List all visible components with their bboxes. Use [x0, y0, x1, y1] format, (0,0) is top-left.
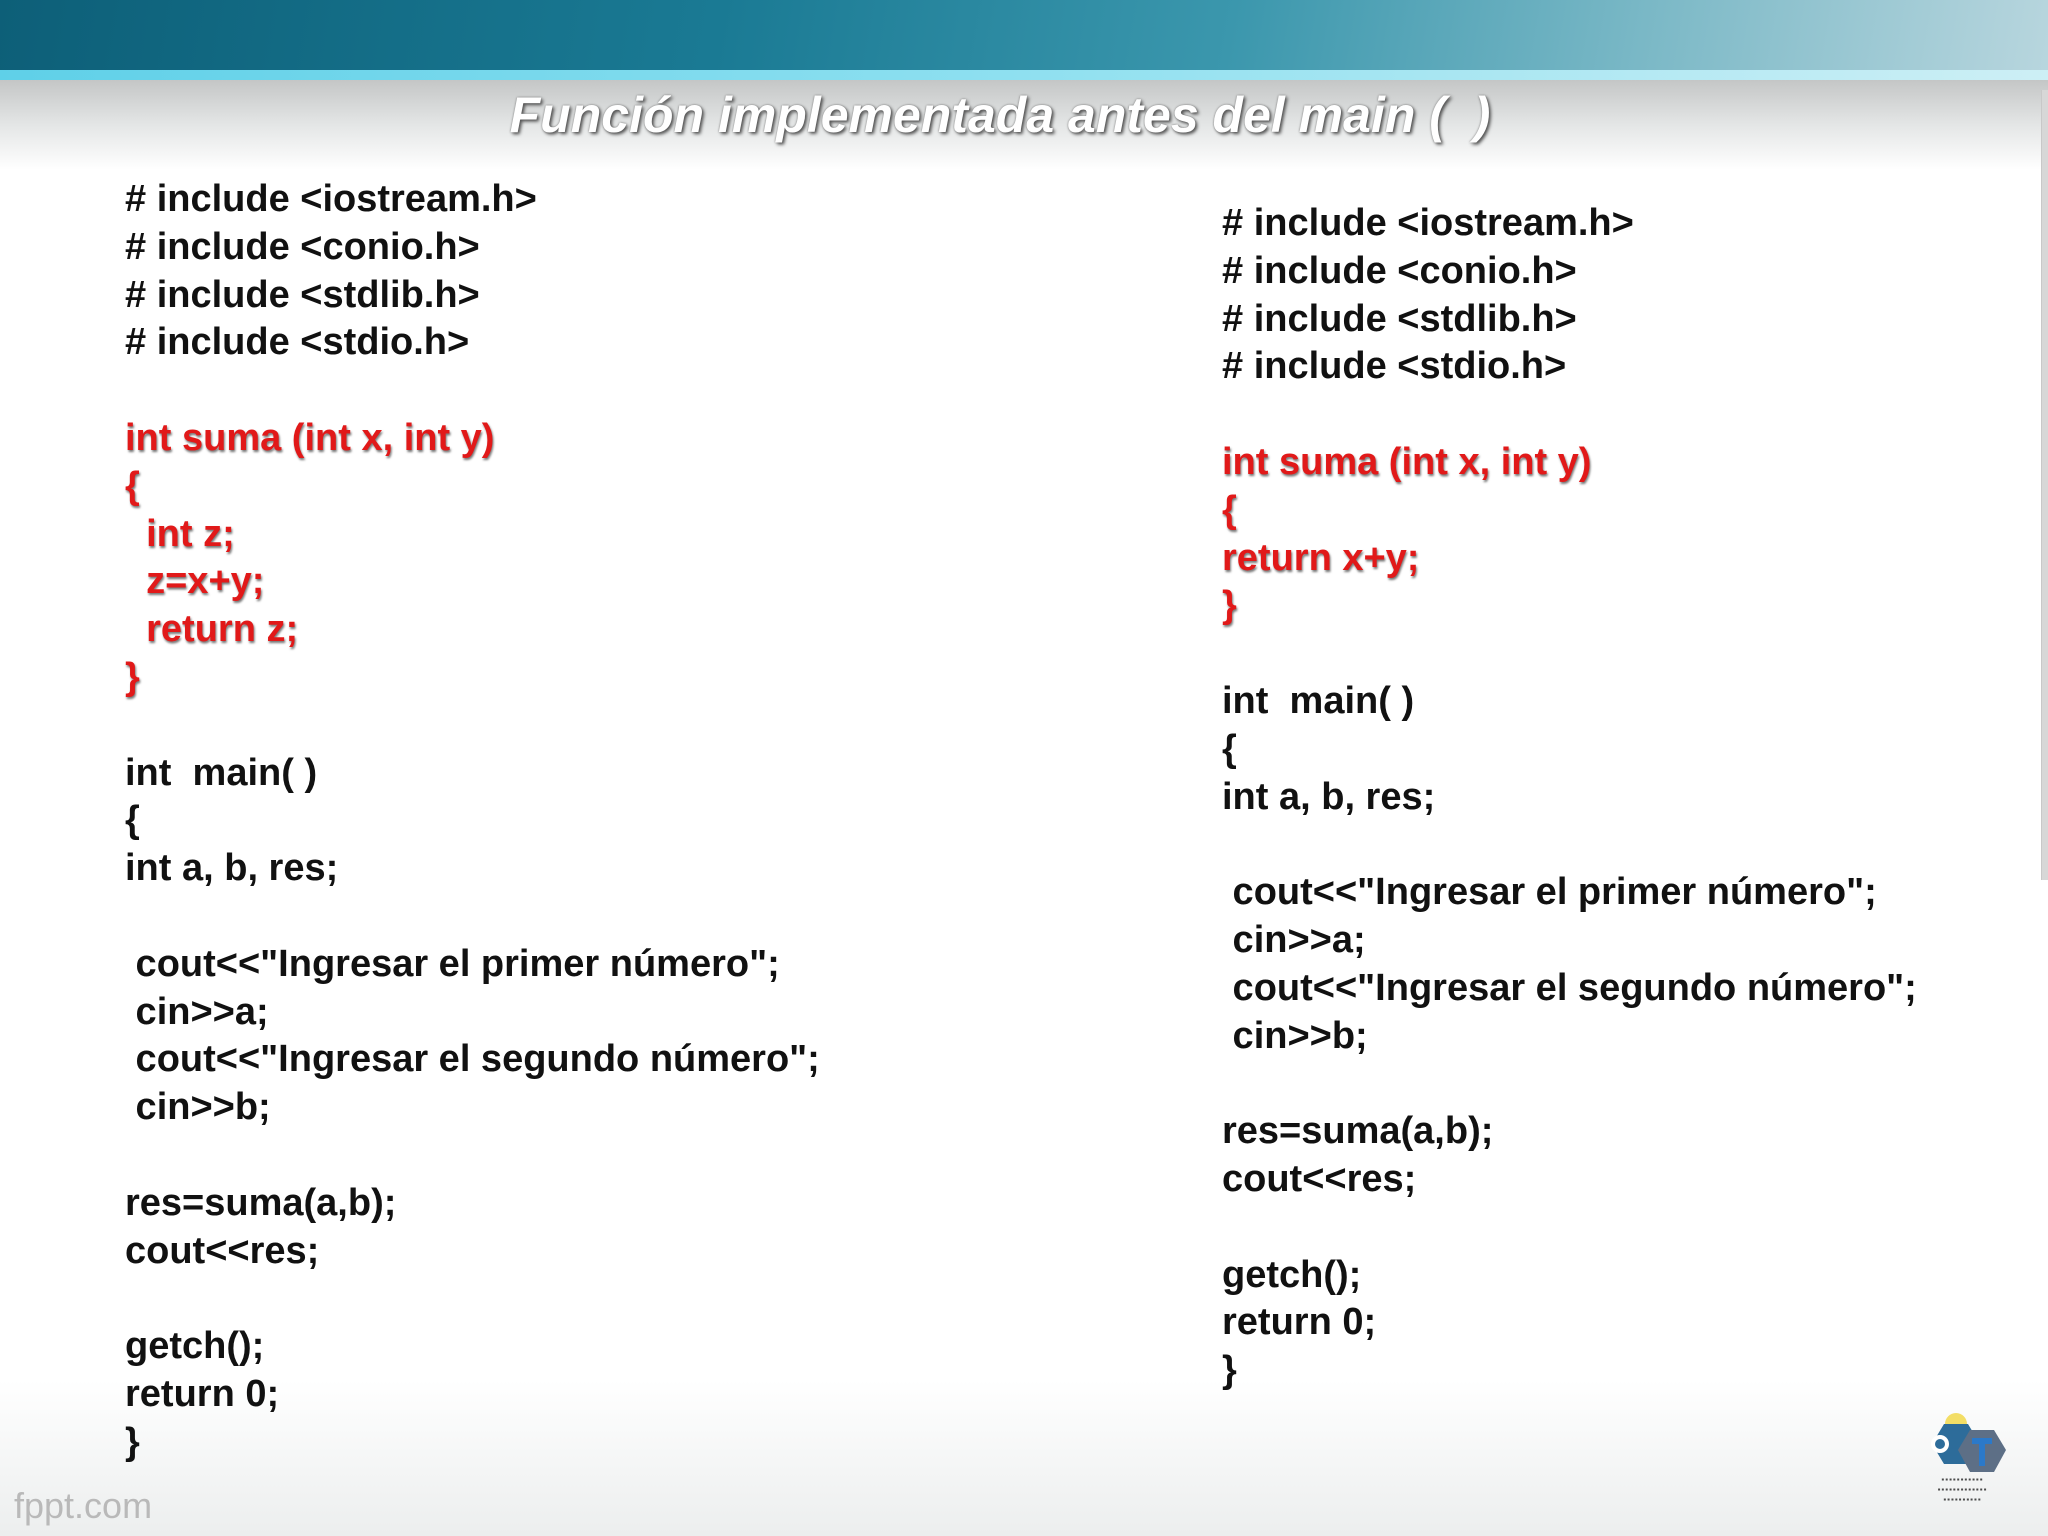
code-line — [1222, 630, 1917, 678]
code-line: # include <stdlib.h> — [125, 273, 480, 316]
code-line: { — [1222, 488, 1237, 531]
code-line: # include <stdio.h> — [125, 321, 470, 364]
code-line: # include <conio.h> — [1222, 249, 1577, 292]
code-line — [1222, 1204, 1917, 1252]
code-line: int main( ) — [1222, 679, 1415, 722]
code-line: cin>>a; — [125, 990, 269, 1033]
code-line: # include <iostream.h> — [1222, 202, 1634, 244]
code-line: z=x+y; — [125, 560, 265, 603]
code-line: int suma (int x, int y) — [125, 416, 495, 459]
code-line: } — [125, 1420, 140, 1463]
code-line: cout<<res; — [125, 1229, 320, 1272]
code-line: } — [125, 655, 140, 698]
code-line — [125, 367, 820, 415]
code-line: # include <iostream.h> — [125, 178, 537, 220]
code-line: cout<<"Ingresar el primer número"; — [1222, 871, 1877, 914]
code-line: getch(); — [1222, 1253, 1362, 1296]
code-line: { — [125, 799, 140, 842]
code-line: # include <stdio.h> — [1222, 345, 1567, 388]
code-line — [125, 702, 820, 750]
code-line: int a, b, res; — [125, 847, 339, 890]
logo-caption-mark: ▪▪▪▪▪▪▪▪▪▪▪ ▪▪▪▪▪▪▪▪▪▪▪▪▪ ▪▪▪▪▪▪▪▪▪▪ — [1937, 1475, 1988, 1504]
code-line: # include <conio.h> — [125, 225, 480, 268]
code-line — [1222, 1060, 1917, 1108]
footer-watermark: fppt.com — [14, 1485, 153, 1526]
code-line: int z; — [125, 512, 235, 555]
header-accent-stripe — [0, 70, 2048, 80]
code-line: return 0; — [1222, 1301, 1377, 1344]
code-line: return 0; — [125, 1372, 280, 1415]
code-line: res=suma(a,b); — [1222, 1110, 1494, 1153]
code-line: { — [1222, 727, 1237, 770]
code-block-left — [125, 176, 820, 1467]
code-line: cout<<res; — [1222, 1157, 1417, 1200]
slide-title: Función implementada antes del main ( ) — [509, 87, 1491, 143]
code-block-right — [1222, 200, 1917, 1395]
code-line: { — [125, 464, 140, 507]
code-line: cin>>b; — [125, 1086, 271, 1129]
code-line: getch(); — [125, 1325, 265, 1368]
code-line: int main( ) — [125, 751, 318, 794]
code-line — [1222, 821, 1917, 869]
scrollbar[interactable] — [2041, 90, 2048, 880]
code-line: cin>>b; — [1222, 1014, 1368, 1057]
code-line: return z; — [125, 608, 299, 651]
code-line — [125, 1275, 820, 1323]
code-line: cout<<"Ingresar el segundo número"; — [125, 1038, 820, 1081]
code-line: int suma (int x, int y) — [1222, 440, 1592, 483]
code-line: cout<<"Ingresar el primer número"; — [125, 942, 780, 985]
code-line: cout<<"Ingresar el segundo número"; — [1222, 966, 1917, 1009]
code-line: } — [1222, 1349, 1237, 1392]
header-banner — [0, 0, 2048, 76]
code-line — [125, 1132, 820, 1180]
code-line: res=suma(a,b); — [125, 1181, 397, 1224]
code-line: } — [1222, 584, 1237, 627]
code-line: cin>>a; — [1222, 918, 1366, 961]
code-line: int a, b, res; — [1222, 775, 1436, 818]
code-line: # include <stdlib.h> — [1222, 297, 1577, 340]
code-line — [1222, 391, 1917, 439]
code-line: return x+y; — [1222, 536, 1420, 579]
code-line — [125, 893, 820, 941]
